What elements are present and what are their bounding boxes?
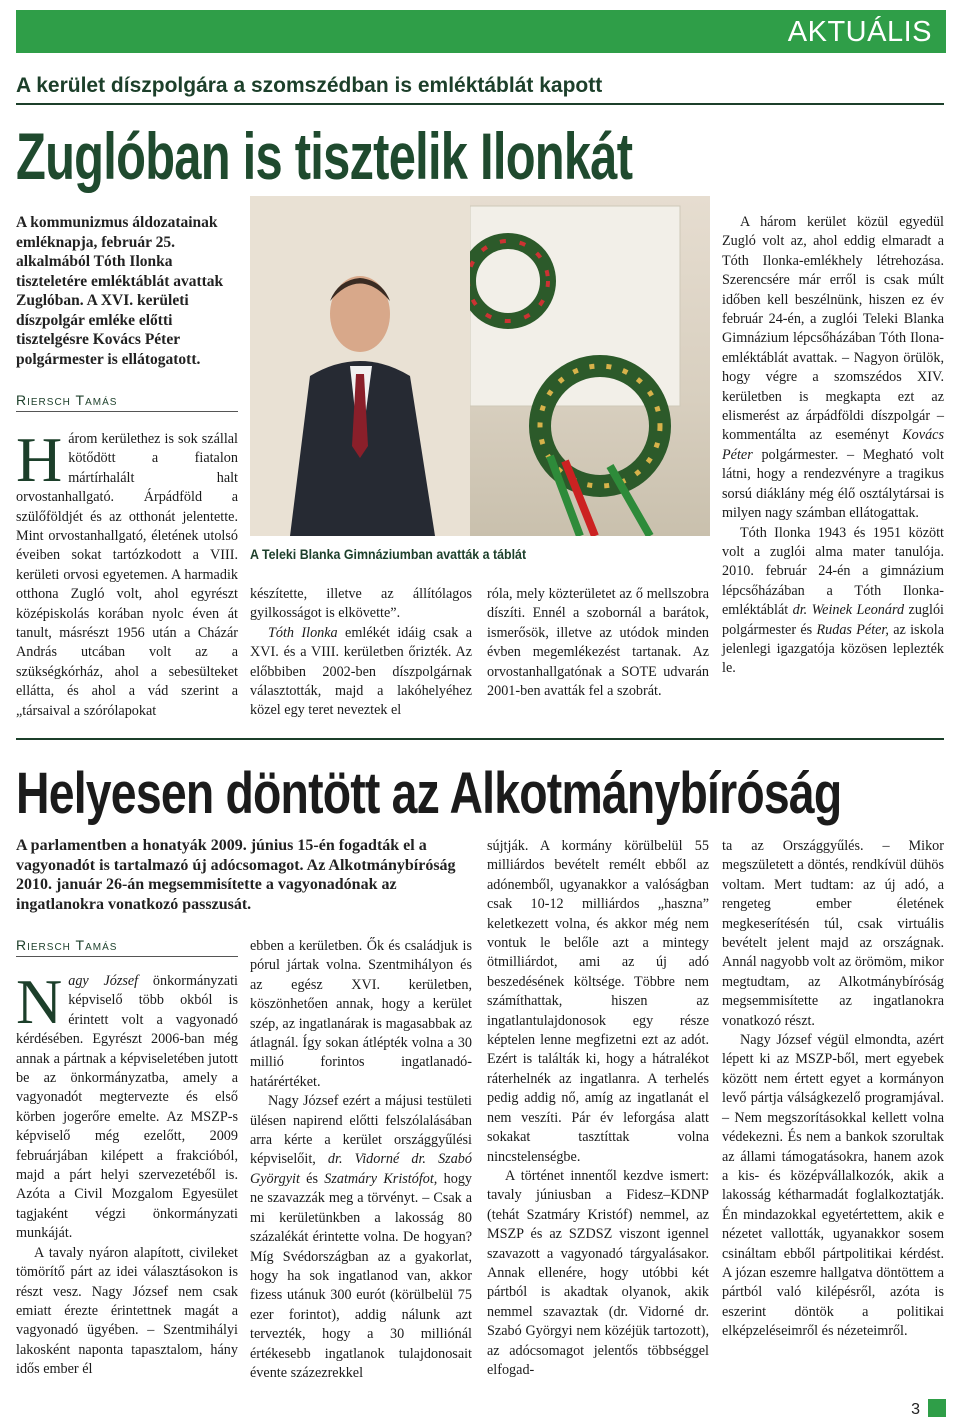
article1-col4-p2b: zuglói polgármester és (722, 602, 944, 638)
article1-col4-p1a: A három kerület közül egyedül Zugló volt az, ahol eddig elmaradt a Tóth Ilonka-emlékhely létrehozása. Szerencsére már erről is csak múlt időben kell beszélnünk, hiszen ez év február 24-én, a zuglói Teleki Blanka Gimnázium lépcsőházában Tóth Ilona-emléktáblát avattak. – Nagyon örülök, hogy végre a szomszédos XIV. kerületben is megkapta ezt az elismerést az árpádföldi díszpolgár – kommentálta az eseményt (722, 214, 944, 444)
article1-column-2 (250, 585, 472, 721)
page-marker (928, 1399, 946, 1417)
article1-col2-p2: emlékét idáig csak a XVI. és a VIII. kerületben őrizték. Az előbbiben 2002-ben díszpolgárnak választották, majd a lakóhelyéhez közel egy teret neveztek el (250, 624, 472, 719)
article1-col4-em: Kovács Péter (722, 427, 944, 463)
article1-column-1 (16, 424, 238, 721)
byline-rule-2 (16, 956, 238, 957)
article1-column-4 (722, 213, 944, 679)
article2-byline: Riersch Tamás (16, 937, 118, 953)
article1-col4-p1b: polgármester. – Megható volt látni, hogy a rendezvényre a tragikus sorsú diáklány még élő osztálytársai is milyen nagy számban ellátogattak. (722, 446, 944, 522)
kicker-rule (16, 103, 944, 105)
article2-col3-p2: A történet innentől kezdve ismert: tavaly júniusban a Fidesz–KDNP (tehát Szatmáry Kristóf) nemmel, az MSZP és az SZDSZ viszont igennel szavazott a vagyonadó tárgyalásakor. Annak ellenére, hogy utóbbi két pártból is akadtak olyanok, akik nemmel szavaztak (dr. Vidorné dr. Szabó Györgyi nem közéjük tartozott), az adócsomagot jelentős többséggel elfogad- (487, 1167, 709, 1378)
article2-col2-p2c: hogy ne szavazzák meg a törvényt. – Csak a mi kerületünkben a lakosság 80 százalékát érintette volna. De hogyan? Míg Svédországban az a gyakorlat, hogy ha sok ingatlanod van, akkor fizess utánuk 300 eurót (körülbelül 75 ezer forintot), addig nálunk azt tervezték, hogy a 30 milliónál értékesebb ingatlanok tulajdonosait évente százezrekkel (250, 1170, 472, 1381)
section-label: AKTUÁLIS (787, 16, 932, 48)
article2-col1-p1: önkormányzati képviselő több okból is érintett volt a vagyonadó kérdésében. Egyrészt 2006-ban még annak a pártnak a képviseletében jutott be az önkormányzatba, amely a vagyonadót megtervezte és első körben jogerőre emelte. Az MSZP-s képviselő még ezelőtt, 2009 februárjában kilépett a frakcióból, majd a párt helyi szervezetéből is. Azóta a Civil Mozgalom Egyesület tagjaként végzi önkormányzati munkáját. (16, 973, 238, 1242)
article1-lead: A kommunizmus áldozatainak emléknapja, február 25. alkalmából Tóth Ilonka tiszteletére emléktáblát avattak Zuglóban. A XVI. kerületi díszpolgár emléke előtti tisztelgésre Kovács Péter polgármester is ellátogatott. (16, 214, 224, 368)
article2-col4-p2: Nagy József végül elmondta, azért lépett ki az MSZP-ből, mert egyebek között nem értett egyet a kormányon levő pártja válságkezelő programjával. – Nem megszorításokkal kellett volna védekezni. És nem a bankok szorultak az állami támogatásokra, hanem azok a kis- és középvállalkozók, akik a lakosság kétharmadát foglalkoztatják. Én mindazokkal egyetértettem, akik e nézetet vallották, ugyanakkor sosem csináltam ebből pártpolitikai kérdést. A józan eszemre hallgatva döntöttem a pártból való kilépésről, azóta is eszerint döntök a politikai elképzeléseimről és nézeteimről. (722, 1032, 944, 1340)
article2-col2-p2a: Nagy József ezért a májusi testületi ülésen napirend előtti felszólalásában arra kérte a kerület országgyűlési képviselőit, (250, 1093, 472, 1168)
article1-col1-text: árom kerülethez is sok szállal kötődött a fiatalon mártírhalált halt orvostanhallgató. Árpádföld a szülőföldjét és az otthonát jelentette. Mint orvostanhallgató, életének utolsó éveiben sokat tartózkodott a VIII. kerületi orvosi egyetemen. A harmadik otthona Zugló volt, ahol egyrészt középiskolás korában nyolc éven át tanult, másrészt 1956 után a Cházár András utcában volt az a szükségkórház, ahol a sebesülteket ellátta, és ahol a vád szerint a „társaival a szórólapokat (16, 431, 238, 719)
photo-illustration (250, 196, 710, 536)
article1-col2-em: Tóth Ilonka (268, 624, 338, 641)
article2-col1-em: agy József (68, 973, 139, 989)
article2-col1-p2: A tavaly nyáron alapított, civileket tömörítő párt az idei választásokon is részt vesz. Nagy József nem csak emiatt érezte érintettnek magát a vagyonadó ügyében. – Szentmihályi lakosként naponta tapasztalom, hány idős ember él (16, 1244, 238, 1378)
article2-col2-p2b: és (299, 1170, 325, 1187)
article2-col2-em2: Szatmáry Kristófot, (324, 1170, 438, 1187)
byline-rule (16, 411, 238, 412)
photo-caption: A Teleki Blanka Gimnáziumban avatták a táblát (250, 547, 527, 562)
article2-headline: Helyesen döntött az Alkotmánybíróság (16, 761, 842, 826)
article1-col4-em1: dr. Weinek Leonárd (792, 602, 905, 619)
article2-col2-em: dr. Vidorné dr. Szabó Györgyit (250, 1151, 472, 1187)
article2-column-1 (16, 966, 238, 1380)
article2-lead: A parlamentben a honatyák 2009. június 15-én fogadták el a vagyonadót is tartalmazó új adócsomagot. Az Alkotmánybíróság 2010. január 26-án megsemmisítette a vagyonadónak az ingatlanokra vonatkozó passzusát. (16, 837, 456, 913)
page-number: 3 (911, 1401, 920, 1418)
article1-col4-p2a: Tóth Ilonka 1943 és 1951 között volt a zuglói alma mater tanulója. 2010. február 24-én a gimnázium lépcsőházában a Tóth Ilonka-emléktáblát (722, 524, 944, 619)
article1-column-3 (487, 585, 709, 701)
section-band (16, 10, 946, 53)
article-separator (16, 738, 944, 740)
article1-byline: Riersch Tamás (16, 392, 118, 408)
dropcap: H (16, 424, 63, 495)
article2-column-3 (487, 837, 709, 1380)
article1-col3-p1: róla, mely közterületet az ő mellszobra díszíti. Ennél a szobornál a barátok, ismerősök, illetve az utódok minden évben megemlékezést tartanak. Az orvostanhallgatónak a SOTE udvarán 2001-ben avatták fel a szobrát. (487, 586, 709, 700)
article1-col2-p1: készítette, illetve az állítólagos gyilkosságot is elkövette”. (250, 586, 472, 622)
article1-headline: Zuglóban is tisztelik Ilonkát (16, 119, 633, 193)
article2-col4-p1: ta az Országgyűlés. – Mikor megszületett a döntés, rendkívül dühös voltam. Mert tudtam: az új adó, a rengeteg ember életének megkeserítésén túl, csak virtuális bevételt jelent majd az országnak. Annál nagyobb volt az örömöm, mikor megtudtam, az Alkotmánybíróság megsemmisítette az ingatlanokra vonatkozó részt. (722, 838, 944, 1029)
article2-column-2 (250, 937, 472, 1383)
article-photo (250, 196, 710, 536)
article1-kicker: A kerület díszpolgára a szomszédban is emléktáblát kapott (16, 74, 603, 97)
article1-col4-p2c: az iskola jelenlegi igazgatója közösen leplezték le. (722, 621, 945, 677)
article2-col3-p1: sújtják. A kormány körülbelül 55 milliárdos bevételt remélt ebből az adónemből, ugyanakkor a valóságban csak 10-12 milliárdos „haszna” keletkezett volna, és akkor még nem vontuk le belőle azt a mintegy ötmilliárdot, ami az új adó beszedésének költsége. Többre nem számíthattak, hiszen az ingatlantulajdonosok egy része képtelen lenne megfizetni ezt az adót. Ezért is találták ki, hogy a hátralékot ráterhelnék az ingatlanra. A terhelés pedig addig nő, amíg az ingatlanát el nem veszíti. Pár év leforgása alatt sokakat tasztíttak volna nincstelenségbe. (487, 838, 709, 1165)
article2-col2-p1: ebben a kerületben. Ők és családjuk is pórul jártak volna. Szentmihályon és az egész XVI. kerületben, köszönhetően annak, hogy a kerület szép, az ingatlanárak is magasabbak az átlagnál. Így sokan átlépték volna a 30 millió forintos ingatlanadó-határértéket. (250, 938, 472, 1090)
article1-col4-em2: Rudas Péter, (816, 621, 889, 638)
article2-column-4 (722, 837, 944, 1342)
dropcap-2: N (16, 966, 63, 1037)
